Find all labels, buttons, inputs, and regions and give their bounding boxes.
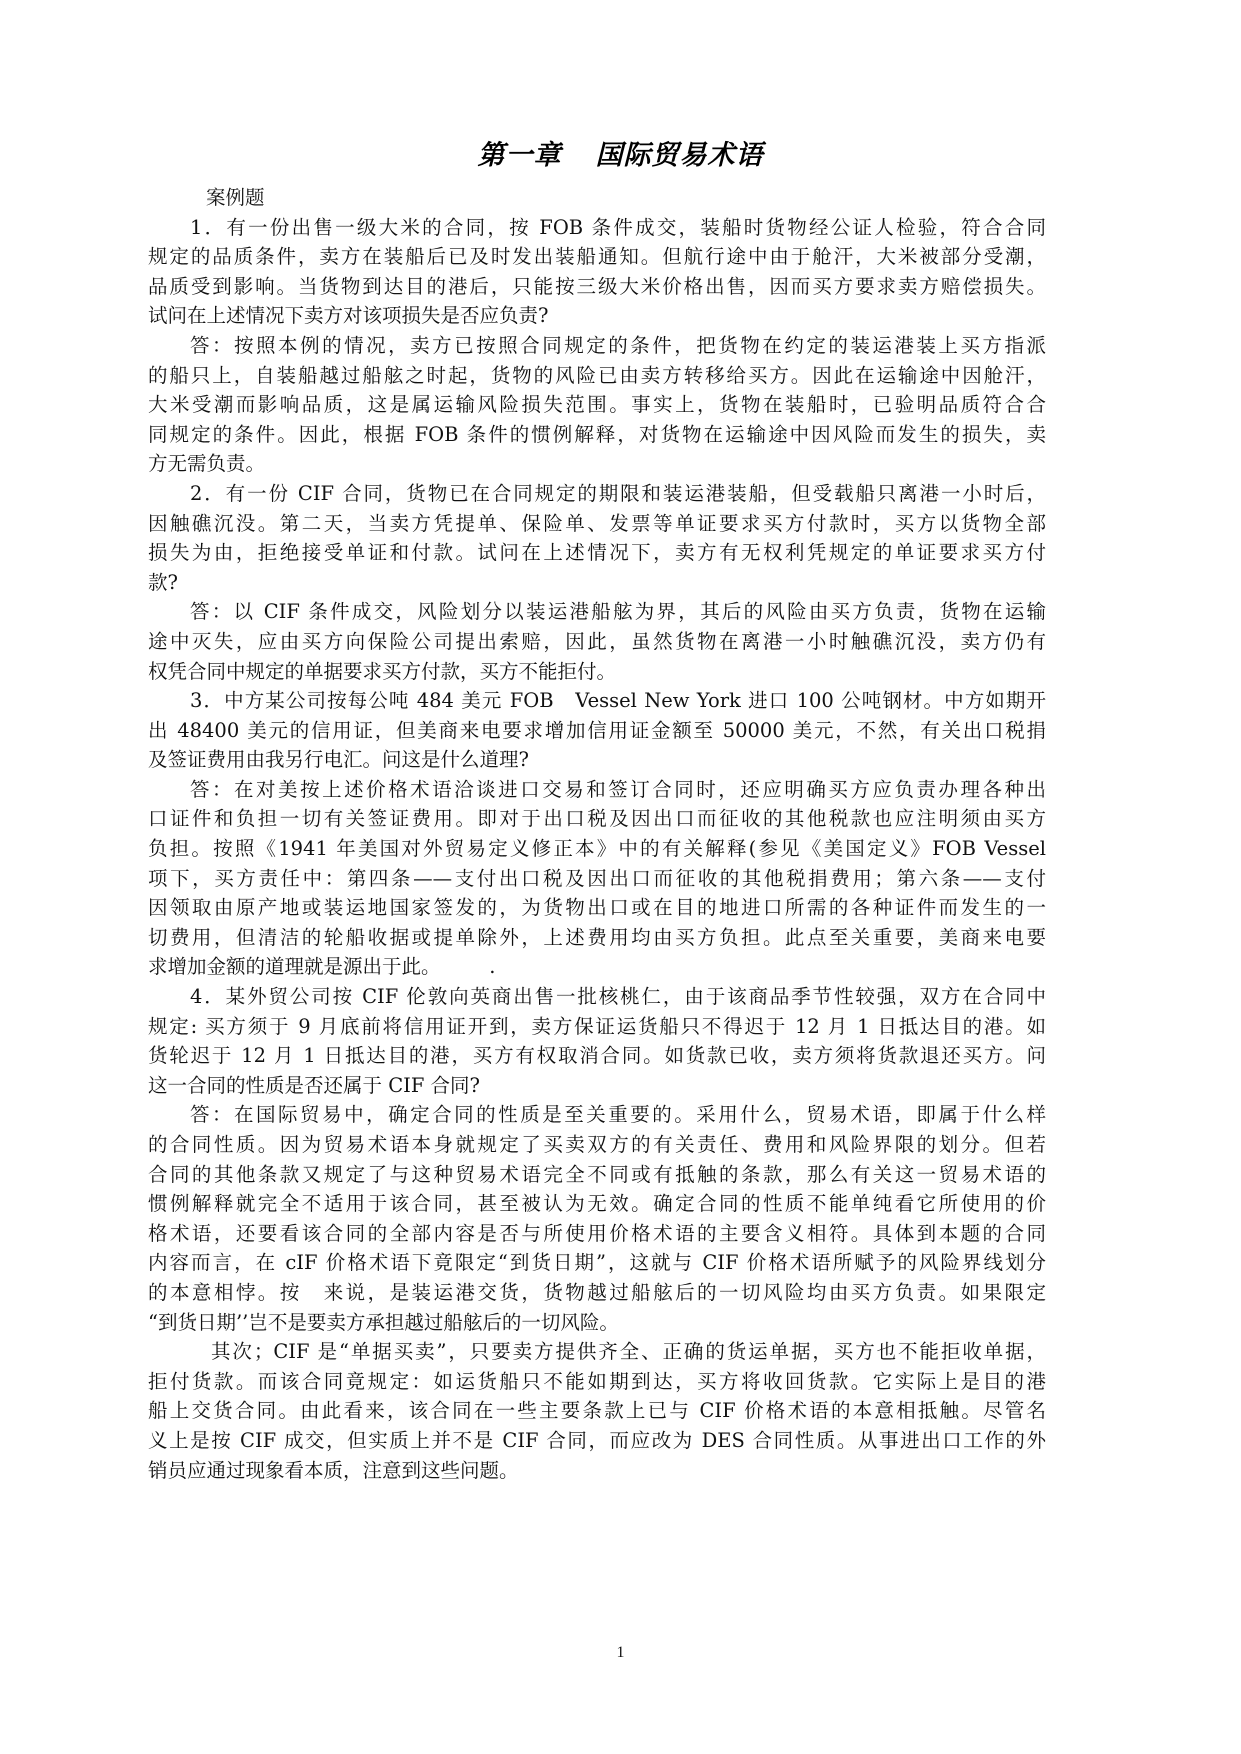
text-line: 其次；CIF 是“单据买卖”，只要卖方提供齐全、正确的货运单据，买方也不能拒收单据，	[211, 1340, 1046, 1364]
text-line: 答：在国际贸易中，确定合同的性质是至关重要的。采用什么，贸易术语，即属于什么样	[190, 1103, 1046, 1127]
text-line: 损失为由，拒绝接受单证和付款。试问在上述情况下，卖方有无权利凭规定的单证要求买方付	[148, 541, 1046, 565]
paragraph	[148, 1100, 1046, 1337]
text-line: 船上交货合同。由此看来，该合同在一些主要条款上已与 CIF 价格术语的本意相抵触。尽管名	[148, 1399, 1046, 1423]
text-line: 品质受到影响。当货物到达目的港后，只能按三级大米价格出售，因而买方要求卖方赔偿损失。	[148, 274, 1046, 298]
text-line: 1．有一份出售一级大米的合同，按 FOB 条件成交，装船时货物经公证人检验，符合合同	[190, 215, 1046, 239]
text-line: 大米受潮而影响品质，这是属运输风险损失范围。事实上，货物在装船时，已验明品质符合合	[148, 393, 1046, 417]
text-line: 2．有一份 CIF 合同，货物已在合同规定的期限和装运港装船，但受载船只离港一小时后，	[190, 481, 1046, 505]
text-line: 货轮迟于 12 月 1 日抵达目的港，买方有权取消合同。如货款已收，卖方须将货款退还买方。问	[148, 1044, 1046, 1068]
text-line: 4．某外贸公司按 CIF 伦敦向英商出售一批核桃仁，由于该商品季节性较强，双方在合同中	[190, 985, 1046, 1009]
text-line: 途中灭失，应由买方向保险公司提出索赔，因此，虽然货物在离港一小时触礁沉没，卖方仍有	[148, 629, 1046, 653]
paragraph	[148, 775, 1046, 982]
text-line: “到货日期’’岂不是要卖方承担越过船舷后的一切风险。	[148, 1310, 619, 1334]
text-line: 的船只上，自装船越过船舷之时起，货物的风险已由卖方转移给买方。因此在运输途中因舱汗，	[148, 363, 1046, 387]
text-line: 出 48400 美元的信用证，但美商来电要求增加信用证金额至 50000 美元，不然，有关出口税捐	[148, 718, 1046, 742]
text-line: 的本意相悖。按 来说，是装运港交货，货物越过船舷后的一切风险均由买方负责。如果限定	[148, 1280, 1046, 1304]
text-line: 口证件和负担一切有关签证费用。即对于出口税及因出口而征收的其他税款也应注明须由买方	[148, 807, 1046, 831]
text-line: 切费用，但清洁的轮船收据或提单除外，上述费用均由买方负担。此点至关重要，美商来电要	[148, 925, 1046, 949]
text-line: 试问在上述情况下卖方对该项损失是否应负责?	[148, 304, 549, 328]
text-line: 义上是按 CIF 成交，但实质上并不是 CIF 合同，而应改为 DES 合同性质。从事进出口工作的外	[148, 1428, 1046, 1452]
text-line: 内容而言，在 cIF 价格术语下竟限定“到货日期”，这就与 CIF 价格术语所赋予的风险界线划分	[148, 1251, 1046, 1275]
text-line: 及签证费用由我另行电汇。问这是什么道理?	[148, 748, 529, 772]
text-line: 答：在对美按上述价格术语洽谈进口交易和签订合同时，还应明确买方应负责办理各种出	[190, 777, 1046, 801]
text-line: 答：按照本例的情况，卖方已按照合同规定的条件，把货物在约定的装运港装上买方指派	[190, 333, 1046, 357]
text-line: 因领取由原产地或装运地国家签发的，为货物出口或在目的地进口所需的各种证件而发生的一	[148, 896, 1046, 920]
text-line: 这一合同的性质是否还属于 CIF 合同?	[148, 1073, 481, 1097]
text-line: 权凭合同中规定的单据要求买方付款，买方不能拒付。	[148, 659, 617, 683]
paragraph	[148, 1337, 1046, 1485]
chapter-title	[0, 133, 1241, 172]
text-line: 惯例解释就完全不适用于该合同，甚至被认为无效。确定合同的性质不能单纯看它所使用的价	[148, 1192, 1046, 1216]
text-line: 销员应通过现象看本质，注意到这些问题。	[148, 1458, 519, 1482]
text-line: 3．中方某公司按每公吨 484 美元 FOB Vessel New York 进口 100 公吨钢材。中方如期开	[190, 689, 1046, 713]
text-line: 方无需负责。	[148, 452, 266, 476]
text-line: 项下，买方责任中：第四条——支付出口税及因出口而征收的其他税捐费用；第六条——支付	[148, 866, 1046, 890]
text-line: 规定: 买方须于 9 月底前将信用证开到，卖方保证运货船只不得迟于 12 月 1 日抵达目的港。如	[148, 1014, 1046, 1038]
paragraph	[148, 479, 1046, 597]
paragraph	[148, 331, 1046, 479]
text-line: 规定的品质条件，卖方在装船后已及时发出装船通知。但航行途中由于舱汗，大米被部分受潮，	[148, 245, 1046, 269]
text-line: 拒付货款。而该合同竟规定：如运货船只不能如期到达，买方将收回货款。它实际上是目的港	[148, 1369, 1046, 1393]
text-line: 款?	[148, 570, 178, 594]
paragraph	[148, 982, 1046, 1100]
text-line: 同规定的条件。因此，根据 FOB 条件的惯例解释，对货物在运输途中因风险而发生的损失，卖	[148, 422, 1046, 446]
chapter-name: 国际贸易术语	[595, 140, 764, 171]
paragraph	[148, 597, 1046, 686]
text-line: 负担。按照《1941 年美国对外贸易定义修正本》中的有关解释(参见《美国定义》FOB Vessel	[148, 837, 1046, 861]
paragraph	[148, 686, 1046, 775]
chapter-number: 第一章	[477, 140, 562, 171]
text-line: 的合同性质。因为贸易术语本身就规定了买卖双方的有关责任、费用和风险界限的划分。但若	[148, 1133, 1046, 1156]
paragraph	[148, 213, 1046, 331]
text-line: 因触礁沉没。第二天，当卖方凭提单、保险单、发票等单证要求买方付款时，买方以货物全部	[148, 511, 1046, 535]
text-line: 答：以 CIF 条件成交，风险划分以装运港船舷为界，其后的风险由买方负责，货物在运输	[190, 600, 1046, 624]
page-number: 1	[616, 1644, 625, 1661]
text-line: 格术语，还要看该合同的全部内容是否与所使用价格术语的主要含义相符。具体到本题的合同	[148, 1221, 1046, 1245]
document-body	[148, 183, 1046, 1485]
text-line: 求增加金额的道理就是源出于此。 .	[148, 955, 496, 979]
text-line: 合同的其他条款又规定了与这种贸易术语完全不同或有抵触的条款，那么有关这一贸易术语的	[148, 1162, 1046, 1186]
section-heading: 案例题	[206, 186, 265, 209]
